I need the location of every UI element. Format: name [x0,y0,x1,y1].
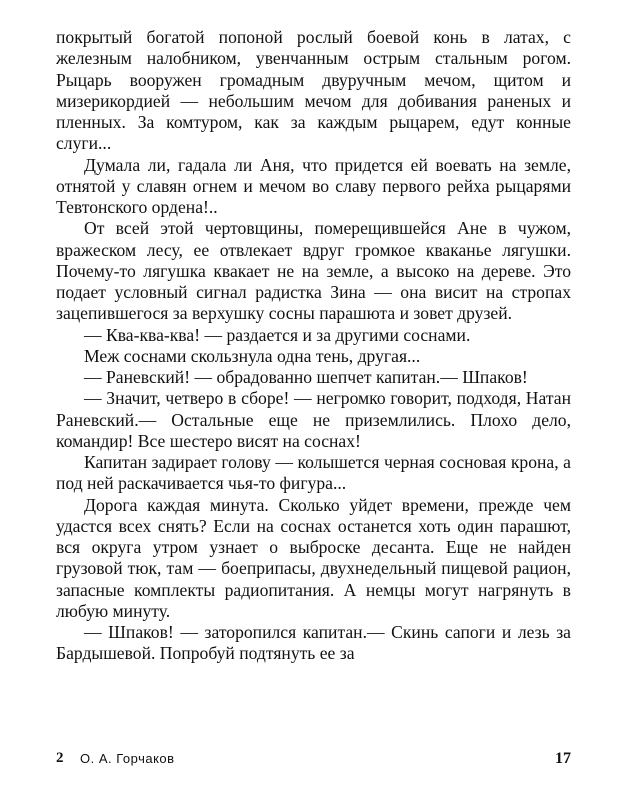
paragraph-10: — Шпаков! — заторопился капитан.— Скинь сапоги и лезь за Бардышевой. Попробуй подтянуть ее за [56,622,571,664]
author-name: О. А. Горчаков [80,751,175,766]
body-text [56,27,571,665]
page-number: 17 [555,750,571,767]
paragraph-8: Капитан задирает голову — колышется черная сосновая крона, а под ней раскачивается чья-то фигура... [56,452,571,494]
paragraph-2: Думала ли, гадала ли Аня, что придется ей воевать на земле, отнятой у славян огнем и мечом во славу первого рейха рыцарями Тевтонского ордена!.. [56,154,571,217]
paragraph-7: — Значит, четверо в сборе! — негромко говорит, подходя, Натан Раневский.— Остальные еще не приземлились. Плохо дело, командир! Все шестеро висят на соснах! [56,388,571,451]
signature-mark: 2 [56,750,64,766]
paragraph-6: — Раневский! — обрадованно шепчет капитан.— Шпаков! [84,367,528,387]
paragraph-3: От всей этой чертовщины, померещившейся Ане в чужом, вражеском лесу, ее отвлекает вдруг громкое кваканье лягушки. Почему-то лягушка квакает не на земле, а высоко на дереве. Это подает условный сигнал радистка Зина — она висит на стропах зацепившегося за верхушку сосны парашюта и зовет друзей. [56,218,571,324]
paragraph-9: Дорога каждая минута. Сколько уйдет времени, прежде чем удастся всех снять? Если на соснах останется хоть один парашют, вся округа утром узнает о выброске десанта. Еще не найден грузовой тюк, там — боеприпасы, двухнедельный пищевой рацион, запасные комплекты радиопитания. А немцы могут нагрянуть в любую минуту. [56,494,571,621]
page-footer [56,750,571,772]
paragraph-5: Меж соснами скользнула одна тень, другая... [84,345,421,366]
paragraph-1: покрытый богатой попоной рослый боевой конь в латах, с железным налобником, увенчанным острым стальным рогом. Рыцарь вооружен громадным двуручным мечом, щитом и мизерикордией — небольшим мечом для добивания раненых и пленных. За комтуром, как за каждым рыцарем, едут конные слуги... [56,27,571,154]
paragraph-4: — Ква-ква-ква! — раздается и за другими соснами. [84,324,471,345]
